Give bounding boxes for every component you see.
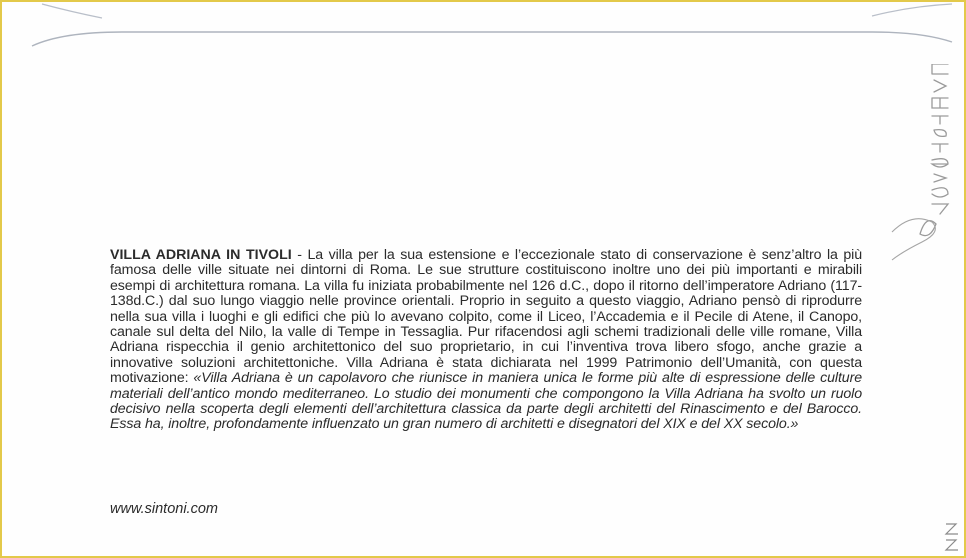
unesco-quote: «Villa Adriana è un capolavoro che riunisce in maniera unica le forme più alte di espressione delle culture materiali dell’antico mondo mediterraneo. Lo studio dei monumenti che compongono la Villa Adriana ha svolto un ruolo decisivo nella scoperta degli elementi dell’architettura classica da parte degli architetti del Rinascimento e del Barocco. Essa ha, inoltre, profondamente influenzato un gran numero di architetti e disegnatori del XIX e del XX secolo.» [110,370,862,433]
pencil-corner-mark [942,514,966,554]
title-separator: - [291,247,308,263]
envelope-flap-edge [2,2,966,82]
pencil-signature [882,202,952,262]
website-url: www.sintoni.com [110,501,218,517]
villa-title: VILLA ADRIANA IN TIVOLI [110,247,292,263]
description-paragraph [110,248,862,433]
villa-description: La villa per la sua estensione e l’eccezionale stato di conservazione è senz’altro la più famosa delle ville situate nei dintorni di Roma. Le sue strutture costituiscono inoltre uno dei più importanti e mirabili esempi di architettura romana. La villa fu iniziata probabilmente nel 126 d.C., dopo il ritorno dell’imperatore Adriano (117-138d.C.) dal suo lungo viaggio nelle province orientali. Proprio in seguito a questo viaggio, Adriano pensò di riprodurre nella sua villa i luoghi e gli edifici che più lo avevano colpito, come il Liceo, l’Accademia e il Pecile di Atene, il Canopo, canale sul delta del Nilo, la valle di Tempe in Tessaglia. Pur rifacendosi agli schemi tradizionali delle ville romane, Villa Adriana rispecchia il genio architettonico del suo proprietario, in cui l’inventiva trova libero sfogo, anche grazie a innovative soluzioni architettoniche. Villa Adriana è stata dichiarata nel 1999 Patrimonio dell’Umanità, con questa motivazione: [110,247,863,387]
